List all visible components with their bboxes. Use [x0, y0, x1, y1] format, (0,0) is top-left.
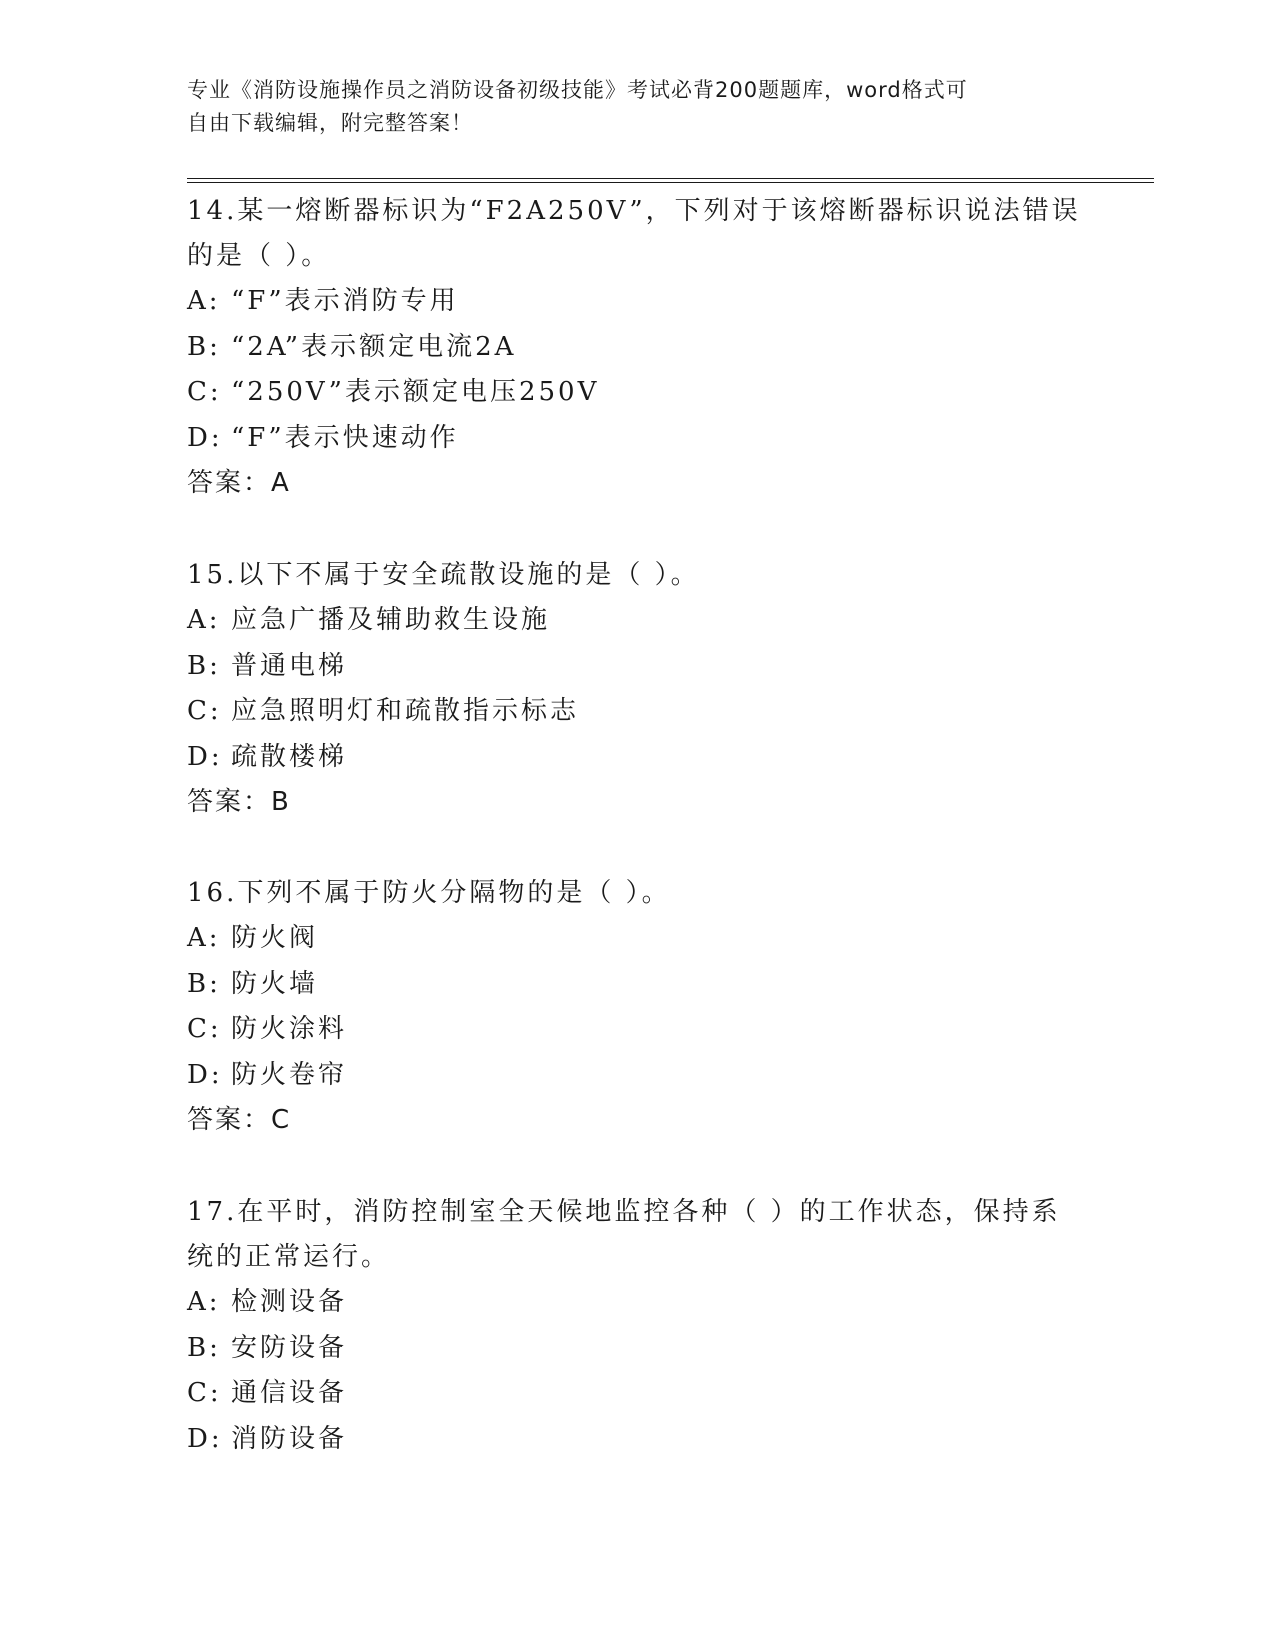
- option-c: [187, 1371, 1087, 1417]
- header-line-1: 专业《消防设施操作员之消防设备初级技能》考试必背200题题库，word格式可: [187, 78, 968, 102]
- option-b: [187, 644, 1087, 690]
- option-letter: B:: [187, 1332, 221, 1363]
- option-a: [187, 598, 1087, 644]
- option-letter: B:: [187, 650, 221, 681]
- option-c: [187, 1007, 1087, 1053]
- option-text: 防火墙: [231, 968, 319, 999]
- option-d: [187, 1417, 1087, 1463]
- answer-line: 答案：C: [187, 1105, 292, 1135]
- option-letter: D:: [187, 422, 223, 453]
- option-letter: A:: [187, 1287, 221, 1317]
- header-line-2: 自由下载编辑，附完整答案！: [187, 111, 473, 135]
- option-text: 应急照明灯和疏散指示标志: [231, 696, 580, 726]
- option-text: 应急广播及辅助救生设施: [231, 605, 551, 635]
- question-stem-line-1: 16.下列不属于防火分隔物的是（ ）。: [187, 878, 671, 908]
- option-d: [187, 735, 1087, 781]
- option-b: [187, 325, 1087, 371]
- option-letter: B:: [187, 968, 221, 999]
- question-stem-line-2: 的是（ ）。: [187, 241, 331, 271]
- question-16: [187, 871, 1087, 1143]
- option-letter: C:: [187, 377, 222, 407]
- option-letter: D:: [187, 1423, 223, 1454]
- option-letter: D:: [187, 741, 223, 772]
- option-letter: C:: [187, 696, 222, 726]
- question-14: [187, 189, 1087, 506]
- option-text: “F”表示快速动作: [231, 422, 459, 453]
- option-c: [187, 370, 1087, 416]
- option-text: “250V”表示额定电压250V: [231, 377, 600, 407]
- option-c: [187, 689, 1087, 735]
- option-letter: A:: [187, 923, 221, 953]
- option-text: 普通电梯: [231, 650, 348, 681]
- option-letter: A:: [187, 286, 221, 316]
- option-a: [187, 279, 1087, 325]
- option-letter: C:: [187, 1378, 222, 1408]
- header-divider-bottom: [187, 182, 1154, 183]
- question-15: [187, 553, 1087, 825]
- option-b: [187, 1326, 1087, 1372]
- option-letter: D:: [187, 1059, 223, 1090]
- question-17: [187, 1190, 1087, 1462]
- answer-line: 答案：B: [187, 787, 291, 817]
- option-a: [187, 916, 1087, 962]
- option-text: 疏散楼梯: [231, 741, 348, 772]
- option-text: 通信设备: [231, 1378, 348, 1408]
- question-stem-line-1: 17.在平时，消防控制室全天候地监控各种（ ）的工作状态，保持系: [187, 1197, 1061, 1227]
- option-b: [187, 962, 1087, 1008]
- option-letter: B:: [187, 331, 221, 362]
- option-letter: A:: [187, 605, 221, 635]
- option-text: “2A”表示额定电流2A: [231, 331, 517, 362]
- option-letter: C:: [187, 1014, 222, 1044]
- option-d: [187, 416, 1087, 462]
- answer-line: 答案：A: [187, 468, 291, 498]
- question-stem-line-1: 15.以下不属于安全疏散设施的是（ ）。: [187, 560, 700, 590]
- header-divider-top: [187, 178, 1154, 179]
- option-a: [187, 1280, 1087, 1326]
- option-text: 消防设备: [231, 1423, 348, 1454]
- option-text: 检测设备: [231, 1287, 348, 1317]
- option-d: [187, 1053, 1087, 1099]
- option-text: 防火阀: [231, 923, 319, 953]
- option-text: 防火涂料: [231, 1014, 348, 1044]
- document-header: [187, 74, 1067, 140]
- question-stem-line-2: 统的正常运行。: [187, 1242, 391, 1272]
- question-stem-line-1: 14.某一熔断器标识为“F2A250V”，下列对于该熔断器标识说法错误: [187, 196, 1081, 226]
- option-text: “F”表示消防专用: [231, 286, 459, 316]
- option-text: 安防设备: [231, 1332, 348, 1363]
- option-text: 防火卷帘: [231, 1059, 348, 1090]
